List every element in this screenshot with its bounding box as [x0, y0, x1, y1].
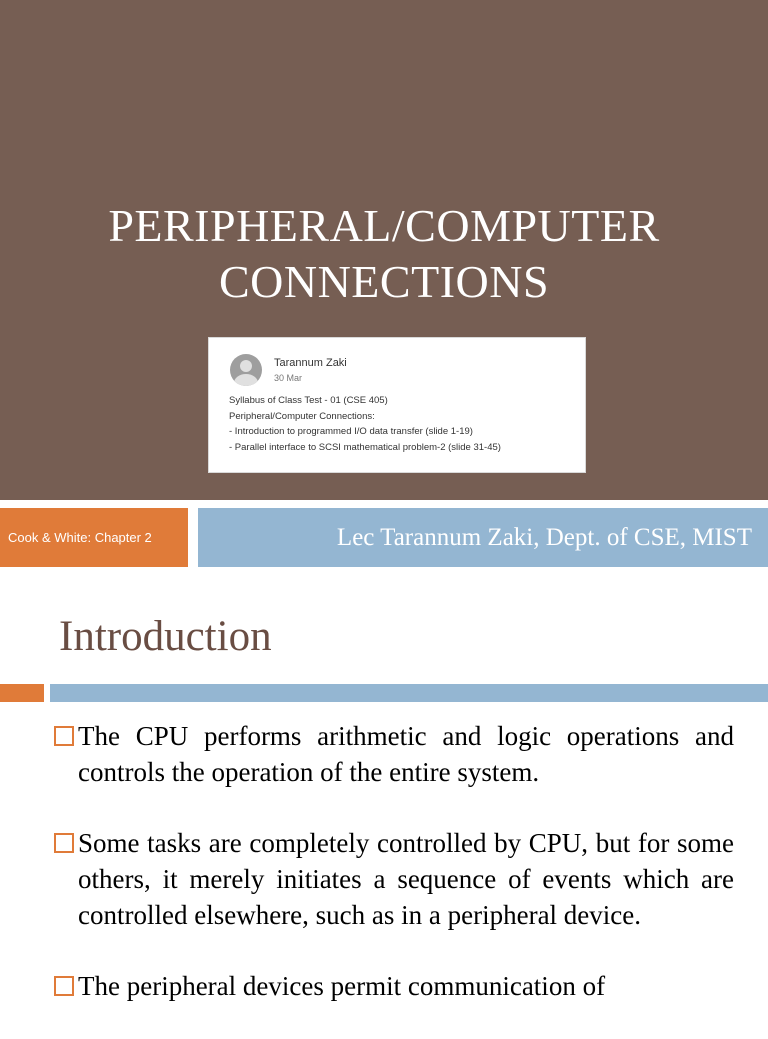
slide-title-line-2: CONNECTIONS — [218, 256, 550, 307]
checkbox-bullet-icon — [54, 976, 74, 996]
checkbox-bullet-icon — [54, 726, 74, 746]
bullet-list — [52, 718, 734, 1039]
avatar-icon — [230, 354, 262, 386]
slide-title — [0, 198, 768, 310]
announcement-line: - Parallel interface to SCSI mathematical problem-2 (slide 31-45) — [229, 441, 501, 453]
intro-heading: Introduction — [59, 613, 272, 660]
title-slide — [0, 0, 768, 500]
bullet-item — [52, 718, 734, 790]
announcement-line: Peripheral/Computer Connections: — [229, 410, 375, 422]
bullet-item — [52, 968, 734, 1004]
announcement-line: - Introduction to programmed I/O data transfer (slide 1-19) — [229, 426, 473, 437]
announcement-date: 30 Mar — [274, 373, 303, 383]
accent-bar-orange — [0, 684, 44, 702]
slide-title-line-1: PERIPHERAL/COMPUTER — [108, 200, 660, 251]
announcement-author: Tarannum Zaki — [274, 357, 347, 369]
announcement-line: Syllabus of Class Test - 01 (CSE 405) — [229, 395, 388, 406]
bullet-text: The CPU performs arithmetic and logic operations and controls the operation of the entire system. — [78, 721, 734, 787]
announcement-body — [229, 393, 501, 455]
footer-chapter: Cook & White: Chapter 2 — [0, 508, 188, 567]
announcement-screenshot — [208, 337, 586, 473]
bullet-item — [52, 825, 734, 933]
bullet-text: The peripheral devices permit communication of — [78, 971, 606, 1001]
footer-lecturer: Lec Tarannum Zaki, Dept. of CSE, MIST — [198, 508, 768, 567]
bullet-text: Some tasks are completely controlled by CPU, but for some others, it merely initiates a sequence of events which are controlled elsewhere, such as in a peripheral device. — [78, 828, 734, 930]
accent-bar-blue — [50, 684, 768, 702]
checkbox-bullet-icon — [54, 833, 74, 853]
